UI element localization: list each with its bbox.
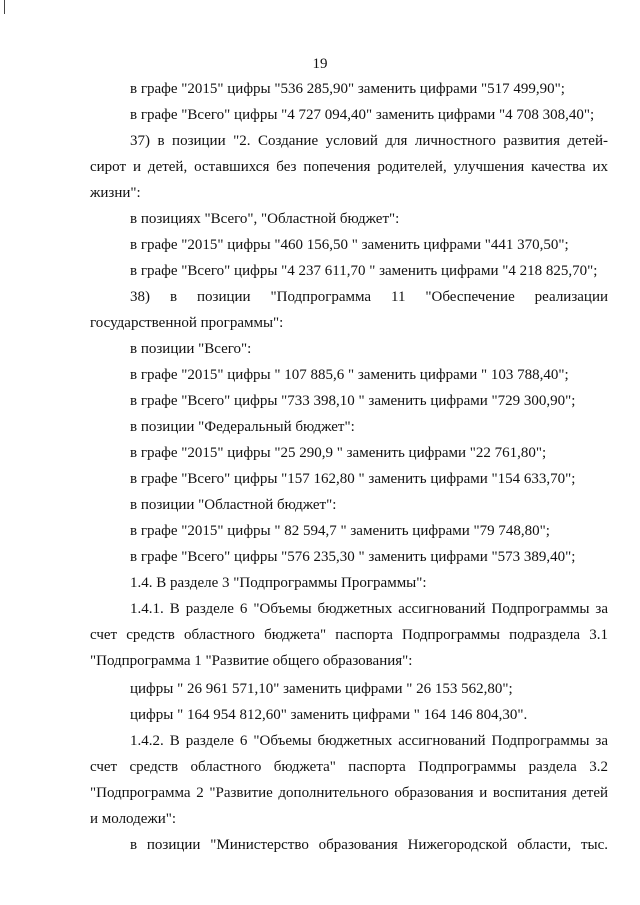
text-line: государственной программы": xyxy=(90,315,284,331)
text-line: и молодежи": xyxy=(90,811,177,827)
text-line: в графе "Всего" цифры "576 235,30 " заменить цифрами "573 389,40"; xyxy=(130,549,576,565)
text-line: в позициях "Всего", "Областной бюджет": xyxy=(130,211,400,227)
text-line: в графе "2015" цифры " 107 885,6 " заменить цифрами " 103 788,40"; xyxy=(130,367,569,383)
text-line: "Подпрограмма 2 "Развитие дополнительного образования и воспитания детей xyxy=(90,785,608,801)
text-line: 1.4.2. В разделе 6 "Объемы бюджетных ассигнований Подпрограммы за xyxy=(130,733,608,749)
text-line: в графе "Всего" цифры "733 398,10 " заменить цифрами "729 300,90"; xyxy=(130,393,576,409)
text-line: в графе "Всего" цифры "4 237 611,70 " заменить цифрами "4 218 825,70"; xyxy=(130,263,598,279)
text-line: в позиции "Министерство образования Нижегородской области, тыс. xyxy=(130,837,608,853)
page-number: 19 xyxy=(312,56,328,72)
text-line: 1.4.1. В разделе 6 "Объемы бюджетных ассигнований Подпрограммы за xyxy=(130,601,608,617)
text-line: счет средств областного бюджета" паспорта Подпрограммы раздела 3.2 xyxy=(90,759,608,775)
text-line: 38) в позиции "Подпрограмма 11 "Обеспечение реализации xyxy=(130,289,608,305)
text-line: в графе "2015" цифры " 82 594,7 " заменить цифрами "79 748,80"; xyxy=(130,523,550,539)
text-line: счет средств областного бюджета" паспорта Подпрограммы подраздела 3.1 xyxy=(90,627,608,643)
text-line: 1.4. В разделе 3 "Подпрограммы Программы": xyxy=(130,575,427,591)
text-line: жизни": xyxy=(90,185,141,201)
text-line: в позиции "Всего": xyxy=(130,341,252,357)
text-line: в графе "Всего" цифры "4 727 094,40" заменить цифрами "4 708 308,40"; xyxy=(130,107,595,123)
text-line: в графе "Всего" цифры "157 162,80 " заменить цифрами "154 633,70"; xyxy=(130,471,576,487)
text-line: 37) в позиции "2. Создание условий для личностного развития детей- xyxy=(130,133,608,149)
text-line: в графе "2015" цифры "536 285,90" заменить цифрами "517 499,90"; xyxy=(130,81,565,97)
text-line: сирот и детей, оставшихся без попечения родителей, улучшения качества их xyxy=(90,159,608,175)
text-line: в позиции "Областной бюджет": xyxy=(130,497,337,513)
page-corner-mark xyxy=(4,0,5,14)
text-line: цифры " 26 961 571,10" заменить цифрами " 26 153 562,80"; xyxy=(130,681,513,697)
text-line: в графе "2015" цифры "460 156,50 " заменить цифрами "441 370,50"; xyxy=(130,237,569,253)
text-line: цифры " 164 954 812,60" заменить цифрами " 164 146 804,30". xyxy=(130,707,528,723)
text-line: в графе "2015" цифры "25 290,9 " заменить цифрами "22 761,80"; xyxy=(130,445,547,461)
text-line: в позиции "Федеральный бюджет": xyxy=(130,419,355,435)
text-line: "Подпрограмма 1 "Развитие общего образования": xyxy=(90,653,413,669)
